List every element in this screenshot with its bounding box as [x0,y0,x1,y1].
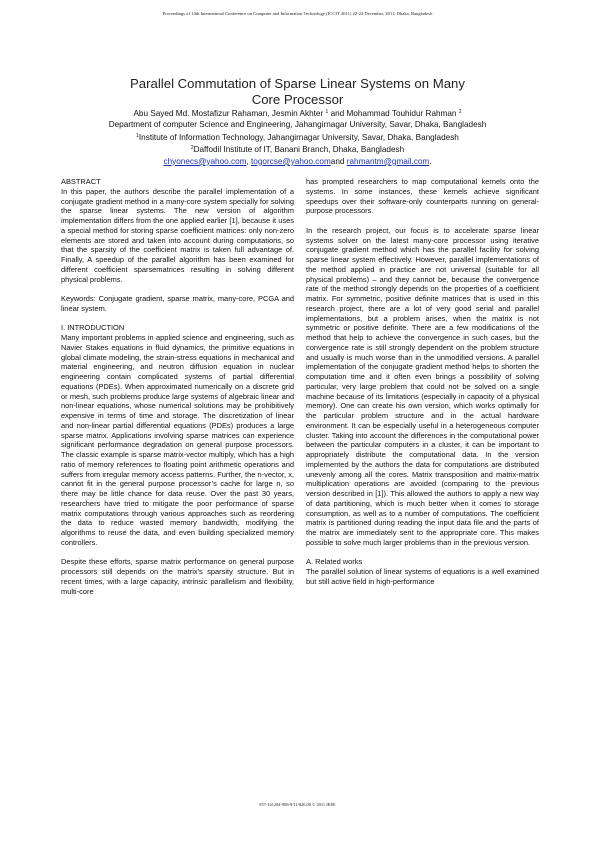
email-link-2[interactable]: togorcse@yahoo.com [251,156,331,166]
title-line-1: Parallel Commutation of Sparse Linear Systems on Many [130,76,465,91]
related-works-heading: A. Related works [306,557,363,567]
right-paragraph-2: In the research project, our focus is to accelerate sparse linear systems solver on the latest many-core processor using iterative conjugate gradient method which has the parallel facility for solving sparse linear system effectively. However, parallel implementations of the method applied in practice are not universal (suitable for all physical problems) – and they cannot be, because the convergence rate of the method strongly depends on the properties of a coefficient matrix. For symmetric, positive definite matrices that is used in this research project, there are a lot of very good serial and parallel implementations, but a problem arises, when the matrix is not symmetric or positive definite. There are a few modifications of the method that help to achieve the convergence in such cases, but the convergence rate is still strongly dependent on the problem structure and usually is much worse than in the unmodified versions. A parallel implementation of the conjugate gradient method helps to shorten the computation time and it often even brings a possibility of solving particular, very large problem that could not be solved on a single machine because of its limitations (especially in capacity of a physical memory). One can create his own version, which works optimally for the particular problem structure and in the actual hardware environment. It can be especially useful in a heterogeneous computer cluster. Taking into account the differences in the computational power between the particular computers in a cluster, it can be important to appropriately distribute the computational data. In the version implemented by the authors the data for computations are distributed unevenly among all the cores. Matrix transposition and matrix-matrix multiplication operations are avoided (comparing to the previous version described in [1]). This allowed the authors to apply a new way of data partitioning, which is much better when it comes to storage consumption, as well as to a number of computations. The coefficient matrix is partitioned during reading the input data file and the parts of the matrix are immediately sent to the appropriate core. This makes possible to solve much larger problems than in the previous version. [306,225,539,547]
email-line [40,156,555,167]
conference-header: Proceedings of 14th International Conference on Computer and Information Technology (ICCIT 2011) 22-24 December, 2011, Dhaka, Bangladesh [162,11,433,16]
email-link-3[interactable]: rahmantm@gmail.com [346,156,430,166]
paper-title [60,76,535,107]
authors-primary: Abu Sayed Md. Mostafizur Rahaman, Jesmin Akhter [133,109,324,118]
author-names [40,107,555,119]
abstract-heading: ABSTRACT [61,177,101,186]
affiliation-1 [40,131,555,143]
right-paragraph-1: has prompted researchers to map computational kernels onto the systems. In some instances, these kernels achieve significant speedups over their software-only counterparts running on general-purpose processors. [306,177,539,216]
introduction-paragraph-2: Despite these efforts, sparse matrix performance on general purpose processors still depends on the matrix's sparsity structure. But in recent times, with a large capacity, intrinsic parallelism and flexibility, multi-core [61,557,294,596]
abstract-text: In this paper, the authors describe the parallel implementation of a conjugate gradient method in a many-core system specially for solving the sparse linear systems. The new version of algorithm implementation differs from the one applied earlier [1], because it uses a special method for storing sparse coefficient matrices: only non-zero elements are stored and taken into account during computations, so that the sparsity of the coefficient matrix is taken full advantage of. Finally, A speedup of the parallel algorithm has been examined for different coefficient sparsematrices resulting in solving different physical problems. [61,186,294,284]
keywords: Keywords: Conjugate gradient, sparse matrix, many-core, PCGA and linear system. [61,294,294,313]
author-superscript-1: 1 [325,109,329,115]
affiliation-2-superscript: 2 [190,145,194,152]
email-end: . [429,156,432,166]
affiliation-2-text: Daffodil Institute of IT, Banani Branch, Dhaka, Bangladesh [193,145,405,155]
email-separator: , [246,156,249,166]
spacer [306,548,539,558]
affiliation-1-superscript: 1 [136,132,139,139]
email-link-1[interactable]: chyonecs@yahoo.com [163,156,247,166]
right-column [306,177,539,587]
spacer [306,216,539,226]
introduction-paragraph-1: Many important problems in applied science and engineering, such as Navier Stakes equations in fluid dynamics, the primitive equations in global climate modeling, the strain-stress equations in mechanical and material engineering, and neutron diffusion equation in nuclear engineering contain complicated systems of partial differential equations (PDEs). When approximated numerically on a discrete grid or mesh, such problems produce large systems of algebraic linear and non-linear equations, whose numerical solutions may be prohibitively expensive in terms of time and storage. The discretization of linear and non-linear partial differential equations (PDEs) produces a large sparse matrix. Applications involving sparse matrices can experience significant performance degradation on general purpose processors. The classic example is sparse matrix-vector multiply, which has a high ratio of memory references to floating point arithmetic operations and suffers from irregular memory access patterns. Further, the n-vector, x, cannot fit in the general purpose processor’s cache for large n, so there may be little chance for data reuse. Over the past 30 years, researchers have tried to mitigate the poor performance of sparse matrix computations through various approaches such as reordering the data to reduce wasted memory bandwidth, modifying the algorithms to reuse the data, and even building specialized memory controllers. [61,333,294,547]
copyright-footer: 957-161284-908-9/11/$26.00 © 2011 IEEE [259,802,336,807]
introduction-heading: I. INTRODUCTION [61,323,125,333]
authors-and: and Mohammad Touhidur Rahman [330,109,457,118]
left-column [61,177,294,596]
email-and: and [330,156,345,166]
author-block [40,107,555,167]
related-works-text: The parallel solution of linear systems of equations is a well examined but still active field in high-performance [306,567,539,586]
spacer [61,314,294,324]
title-line-2: Core Processor [251,91,344,107]
affiliation-1-text: Institute of Information Technology, Jahangirnagar University, Savar, Dhaka, Bangladesh [138,132,459,142]
affiliation-main: Department of computer Science and Engineering, Jahangirnagar University, Savar, Dhaka, Bangladesh [108,120,487,130]
author-superscript-2: 2 [458,109,462,115]
spacer [61,284,294,294]
spacer [61,548,294,558]
affiliation-2 [40,143,555,155]
